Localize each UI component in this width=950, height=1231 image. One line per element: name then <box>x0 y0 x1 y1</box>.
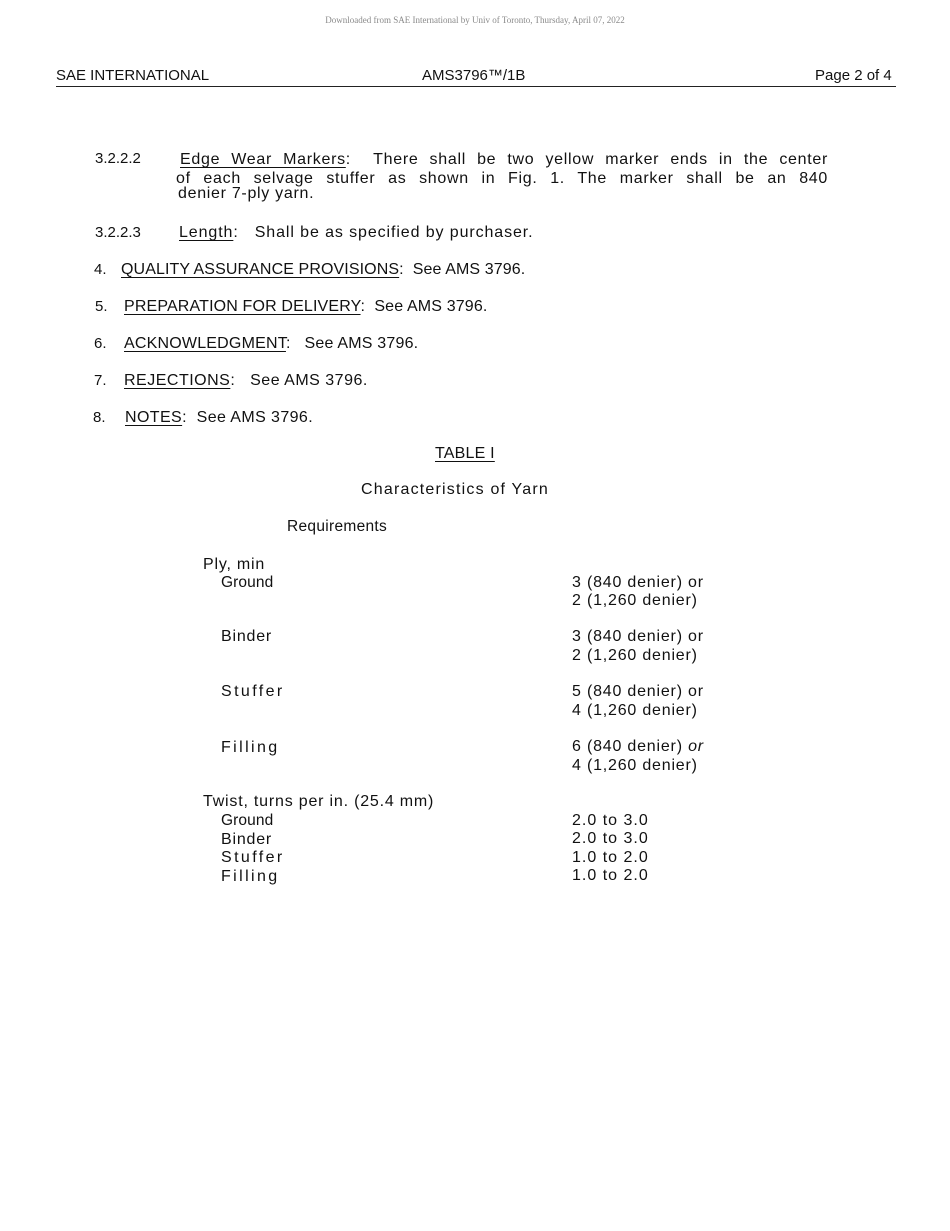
ply-heading: Ply, min <box>203 556 266 573</box>
ply-row-label: Ground <box>221 574 274 591</box>
section-3-2-2-3-title: Length <box>179 224 234 241</box>
section-5-line: PREPARATION FOR DELIVERY: See AMS 3796. <box>124 298 488 315</box>
twist-row-value: 1.0 to 2.0 <box>572 867 649 884</box>
ply-row-value-line1: 3 (840 denier) or <box>572 574 704 591</box>
twist-row-value: 2.0 to 3.0 <box>572 830 649 847</box>
ply-row-label: Filling <box>221 739 280 756</box>
section-4-text: See AMS 3796. <box>412 261 526 278</box>
section-4-number: 4. <box>94 261 107 278</box>
section-4-title: QUALITY ASSURANCE PROVISIONS <box>121 261 400 278</box>
twist-row-label: Ground <box>221 812 274 829</box>
ply-row-value-line1: 5 (840 denier) or <box>572 683 704 700</box>
ply-row-value-line2: 4 (1,260 denier) <box>572 757 698 774</box>
section-6-line: ACKNOWLEDGMENT: See AMS 3796. <box>124 335 419 352</box>
section-6-title: ACKNOWLEDGMENT <box>124 335 286 352</box>
section-6-number: 6. <box>94 335 107 352</box>
section-3-2-2-3-text: Shall be as specified by purchaser. <box>254 224 534 241</box>
ply-row-value-line1 <box>572 738 704 756</box>
twist-row-value: 2.0 to 3.0 <box>572 812 649 829</box>
twist-row-label: Binder <box>221 831 273 848</box>
section-8-number: 8. <box>93 409 106 426</box>
section-7-title: REJECTIONS <box>124 372 231 389</box>
section-3-2-2-2-paragraph: Edge Wear Markers: There shall be two yellow marker ends in the center of each selvage stuffer as shown in Fig. 1. The marker shall be an 840 denier 7-ply yarn. <box>176 151 828 202</box>
ply-row-value-line2: 4 (1,260 denier) <box>572 702 698 719</box>
section-7-text: See AMS 3796. <box>250 372 368 389</box>
section-5-text: See AMS 3796. <box>374 298 488 315</box>
section-3-2-2-2-number: 3.2.2.2 <box>95 150 141 167</box>
section-7-number: 7. <box>94 372 107 389</box>
twist-row-label: Stuffer <box>221 849 285 866</box>
section-7-line: REJECTIONS: See AMS 3796. <box>124 372 368 389</box>
section-3-2-2-3-number: 3.2.2.3 <box>95 224 141 241</box>
ply-row-label: Stuffer <box>221 683 285 700</box>
ply-row-value-main: 6 (840 denier) <box>572 738 683 755</box>
ply-row-value-line1: 3 (840 denier) or <box>572 628 704 645</box>
section-3-2-2-2-line3: denier 7-ply yarn. <box>178 185 315 202</box>
section-8-title: NOTES <box>125 409 183 426</box>
header-page-number: Page 2 of 4 <box>815 67 892 84</box>
section-8-line: NOTES: See AMS 3796. <box>125 409 314 426</box>
table-subtitle: Characteristics of Yarn <box>361 481 549 498</box>
section-3-2-2-2-line2: of each selvage stuffer as shown in Fig. 1. The marker shall be an 840 <box>176 170 828 187</box>
section-6-text: See AMS 3796. <box>304 335 419 352</box>
download-notice: Downloaded from SAE International by Univ of Toronto, Thursday, April 07, 2022 <box>325 15 625 25</box>
section-3-2-2-2-line1: There shall be two yellow marker ends in the center <box>373 151 828 168</box>
header-rule <box>56 86 896 87</box>
twist-heading: Twist, turns per in. (25.4 mm) <box>203 793 435 810</box>
section-3-2-2-3-line: Length: Shall be as specified by purchaser. <box>179 224 534 241</box>
ply-row-value-or: or <box>688 738 704 755</box>
table-title: TABLE I <box>435 445 495 462</box>
ply-row-value-line2: 2 (1,260 denier) <box>572 592 698 609</box>
twist-row-value: 1.0 to 2.0 <box>572 849 649 866</box>
twist-row-label: Filling <box>221 868 280 885</box>
header-document-number: AMS3796™/1B <box>422 67 526 84</box>
table-column-header: Requirements <box>287 518 388 535</box>
section-4-line: QUALITY ASSURANCE PROVISIONS: See AMS 3796. <box>121 261 526 278</box>
section-3-2-2-2-title: Edge Wear Markers <box>180 151 346 168</box>
section-8-text: See AMS 3796. <box>196 409 314 426</box>
section-5-number: 5. <box>95 298 108 315</box>
section-5-title: PREPARATION FOR DELIVERY <box>124 298 361 315</box>
ply-row-label: Binder <box>221 628 273 645</box>
ply-row-value-line2: 2 (1,260 denier) <box>572 647 698 664</box>
header-organization: SAE INTERNATIONAL <box>56 67 210 84</box>
